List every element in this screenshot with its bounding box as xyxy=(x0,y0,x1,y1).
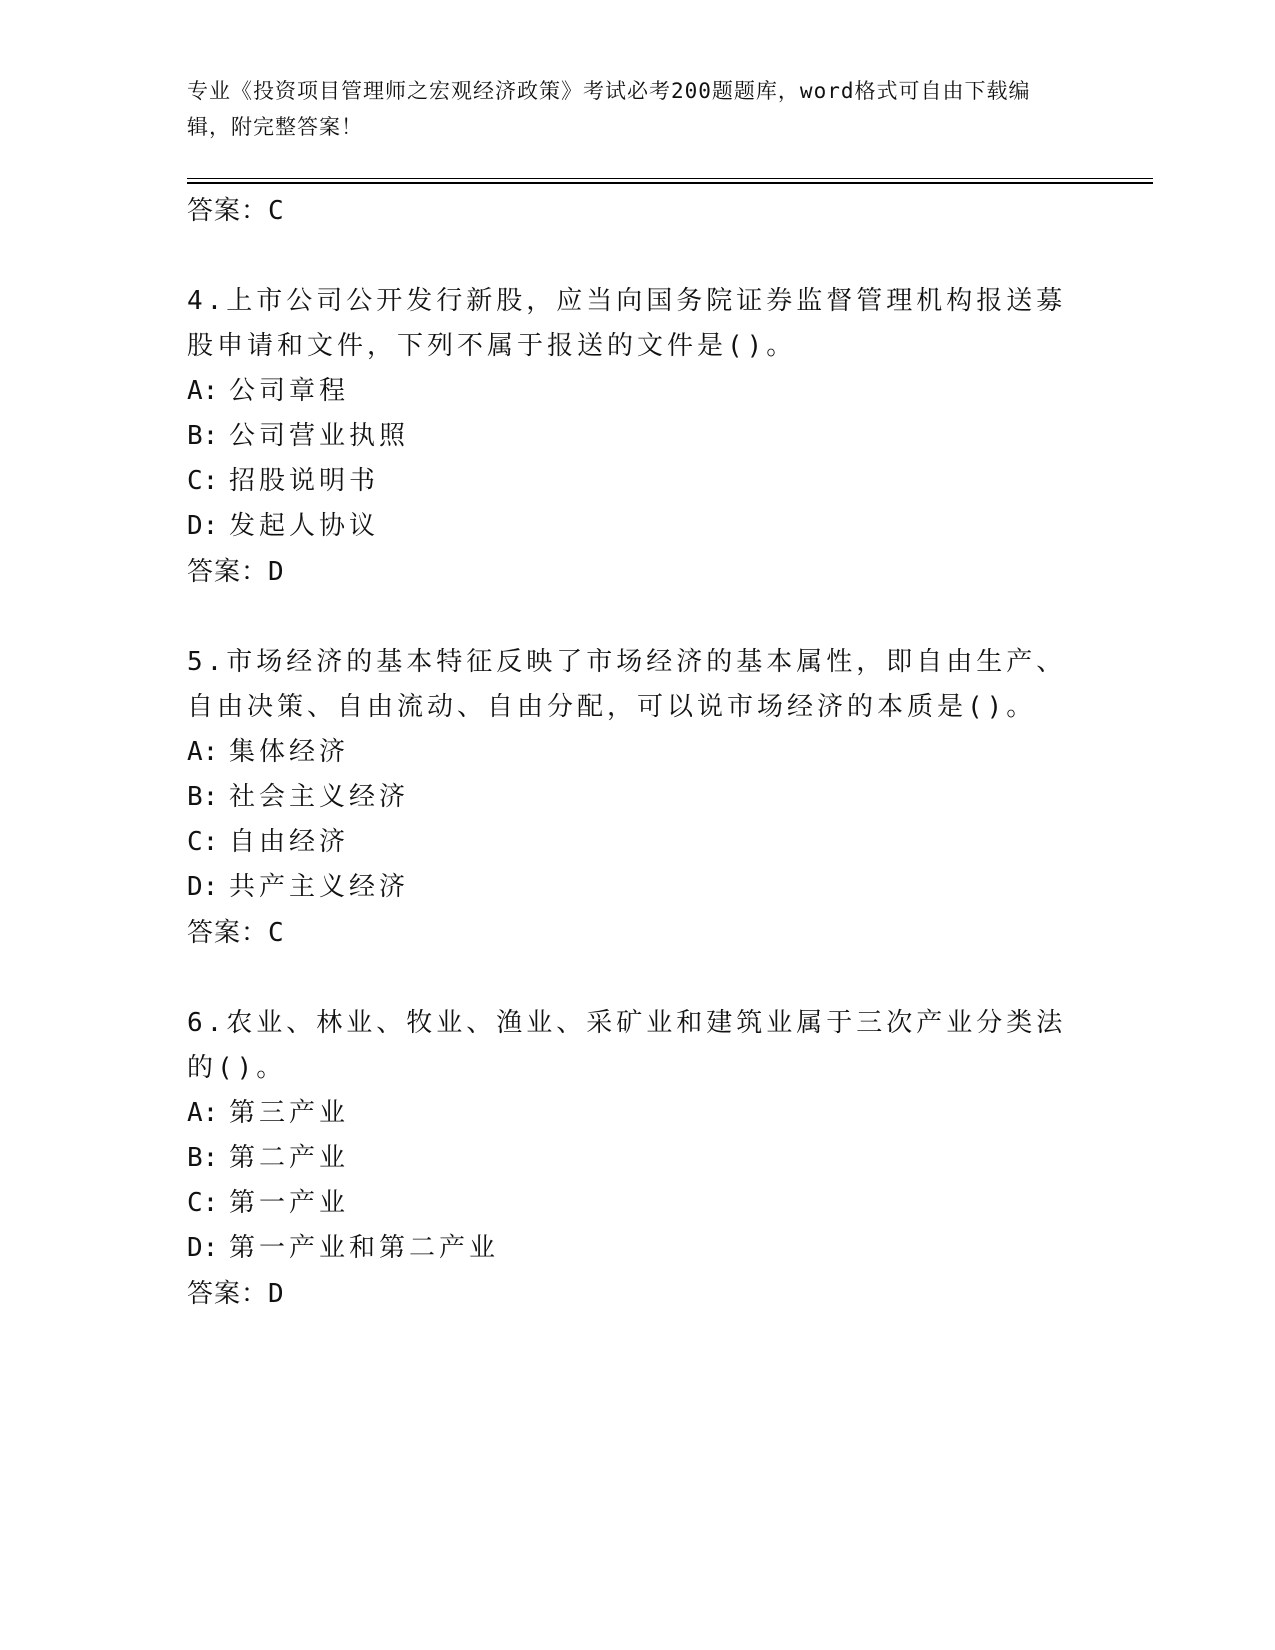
option-text: 共产主义经济 xyxy=(229,872,410,902)
option-key: C: xyxy=(187,1188,219,1218)
option-d xyxy=(187,504,1067,549)
option-text: 第一产业 xyxy=(229,1188,350,1218)
option-key: A: xyxy=(187,1098,219,1128)
option-text: 自由经济 xyxy=(229,827,350,857)
question-5 xyxy=(187,640,1067,956)
header-divider xyxy=(187,178,1153,184)
answer-value: D xyxy=(268,1279,285,1309)
option-key: C: xyxy=(187,466,219,496)
option-a xyxy=(187,730,1067,775)
answer-line xyxy=(187,1271,1067,1317)
option-text: 公司营业执照 xyxy=(229,421,410,451)
answer-label: 答案： xyxy=(187,557,269,587)
option-text: 第三产业 xyxy=(229,1098,350,1128)
question-4 xyxy=(187,279,1067,595)
option-text: 社会主义经济 xyxy=(229,782,410,812)
option-a xyxy=(187,1091,1067,1136)
option-key: D: xyxy=(187,1233,219,1263)
option-key: D: xyxy=(187,511,219,541)
document-header: 专业《投资项目管理师之宏观经济政策》考试必考200题题库，word格式可自由下载编辑，附完整答案！ xyxy=(187,79,1031,139)
answer-value: C xyxy=(268,918,285,948)
answer-label: 答案： xyxy=(187,1279,269,1309)
option-c xyxy=(187,820,1067,865)
option-key: B: xyxy=(187,1143,219,1173)
answer-label: 答案： xyxy=(187,196,269,226)
answer-label: 答案： xyxy=(187,918,269,948)
option-text: 第一产业和第二产业 xyxy=(229,1233,500,1263)
answer-value: D xyxy=(268,557,285,587)
option-text: 发起人协议 xyxy=(229,511,380,541)
question-stem: 4.上市公司公开发行新股，应当向国务院证券监督管理机构报送募股申请和文件，下列不属于报送的文件是()。 xyxy=(187,286,1067,361)
option-text: 第二产业 xyxy=(229,1143,350,1173)
answer-line xyxy=(187,188,1067,234)
option-a xyxy=(187,369,1067,414)
option-b xyxy=(187,775,1067,820)
answer-value: C xyxy=(268,196,285,226)
option-text: 招股说明书 xyxy=(229,466,380,496)
question-stem: 5.市场经济的基本特征反映了市场经济的基本属性，即自由生产、自由决策、自由流动、自由分配，可以说市场经济的本质是()。 xyxy=(187,647,1067,722)
answer-line xyxy=(187,549,1067,595)
question-6 xyxy=(187,1001,1067,1317)
option-key: B: xyxy=(187,421,219,451)
option-c xyxy=(187,459,1067,504)
option-key: D: xyxy=(187,872,219,902)
option-b xyxy=(187,414,1067,459)
option-c xyxy=(187,1181,1067,1226)
option-d xyxy=(187,1226,1067,1271)
answer-line xyxy=(187,910,1067,956)
option-text: 公司章程 xyxy=(229,376,350,406)
blank-page-area xyxy=(187,1320,1067,1520)
option-b xyxy=(187,1136,1067,1181)
option-key: A: xyxy=(187,737,219,767)
option-key: C: xyxy=(187,827,219,857)
question-list xyxy=(187,188,1067,1317)
option-text: 集体经济 xyxy=(229,737,350,767)
option-key: B: xyxy=(187,782,219,812)
question-stem: 6.农业、林业、牧业、渔业、采矿业和建筑业属于三次产业分类法的()。 xyxy=(187,1008,1067,1083)
option-d xyxy=(187,865,1067,910)
option-key: A: xyxy=(187,376,219,406)
